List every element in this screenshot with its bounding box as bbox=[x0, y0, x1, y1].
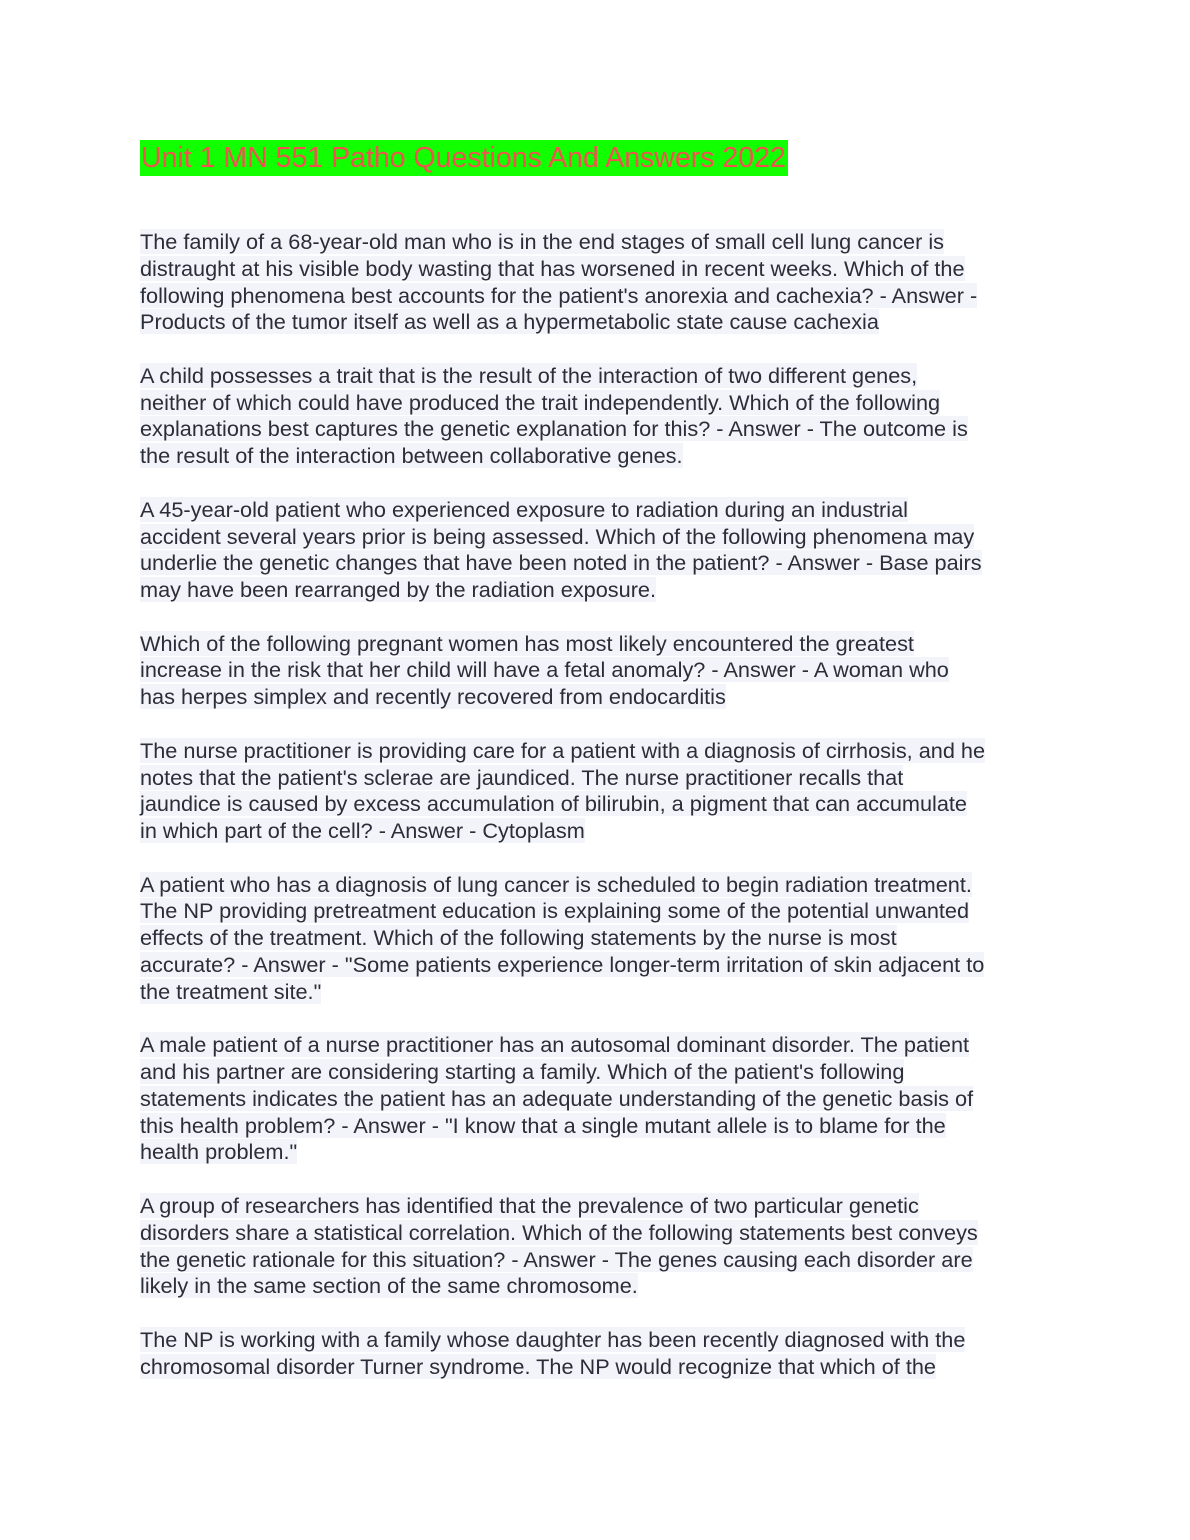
qa-line: notes that the patient's sclerae are jaundiced. The nurse practitioner recalls that bbox=[140, 764, 904, 790]
qa-item bbox=[140, 363, 1060, 470]
qa-list bbox=[140, 229, 1060, 1407]
qa-line: A patient who has a diagnosis of lung cancer is scheduled to begin radiation treatment. bbox=[140, 871, 972, 897]
qa-line: may have been rearranged by the radiation exposure. bbox=[140, 577, 657, 603]
qa-item bbox=[140, 1032, 1060, 1166]
qa-item bbox=[140, 738, 1060, 845]
qa-line: The NP is working with a family whose daughter has been recently diagnosed with the bbox=[140, 1326, 966, 1352]
qa-line: likely in the same section of the same chromosome. bbox=[140, 1273, 638, 1299]
qa-item bbox=[140, 872, 1060, 1006]
qa-line: A 45-year-old patient who experienced exposure to radiation during an industrial bbox=[140, 496, 908, 522]
qa-line: chromosomal disorder Turner syndrome. The NP would recognize that which of the bbox=[140, 1353, 936, 1379]
qa-line: neither of which could have produced the trait independently. Which of the following bbox=[140, 389, 941, 415]
qa-line: accurate? - Answer - "Some patients experience longer-term irritation of skin adjacent to bbox=[140, 951, 985, 977]
qa-line: disorders share a statistical correlation. Which of the following statements best conveys bbox=[140, 1219, 978, 1245]
qa-item bbox=[140, 497, 1060, 604]
qa-item bbox=[140, 229, 1060, 336]
qa-line: The family of a 68-year-old man who is in the end stages of small cell lung cancer is bbox=[140, 229, 945, 254]
qa-line: increase in the risk that her child will have a fetal anomaly? - Answer - A woman who bbox=[140, 657, 949, 683]
qa-line: accident several years prior is being assessed. Which of the following phenomena may bbox=[140, 523, 975, 549]
qa-line: explanations best captures the genetic explanation for this? - Answer - The outcome is bbox=[140, 416, 968, 442]
qa-line: Products of the tumor itself as well as a hypermetabolic state cause cachexia bbox=[140, 309, 879, 335]
qa-line: The NP providing pretreatment education is explaining some of the potential unwanted bbox=[140, 898, 970, 924]
qa-line: distraught at his visible body wasting that has worsened in recent weeks. Which of the bbox=[140, 255, 965, 281]
qa-line: A group of researchers has identified that the prevalence of two particular genetic bbox=[140, 1192, 919, 1218]
document-title: Unit 1 MN 551 Patho Questions And Answers 2022 bbox=[141, 142, 786, 174]
qa-line: in which part of the cell? - Answer - Cytoplasm bbox=[140, 818, 585, 844]
qa-line: following phenomena best accounts for the patient's anorexia and cachexia? - Answer - bbox=[140, 282, 978, 308]
qa-line: the result of the interaction between collaborative genes. bbox=[140, 443, 683, 469]
qa-item bbox=[140, 1193, 1060, 1300]
qa-line: underlie the genetic changes that have been noted in the patient? - Answer - Base pairs bbox=[140, 550, 982, 576]
qa-line: and his partner are considering starting a family. Which of the patient's following bbox=[140, 1059, 905, 1085]
qa-line: the treatment site." bbox=[140, 978, 322, 1004]
qa-item bbox=[140, 631, 1060, 711]
qa-item bbox=[140, 1327, 1060, 1381]
qa-line: The nurse practitioner is providing care for a patient with a diagnosis of cirrhosis, and he bbox=[140, 737, 986, 763]
qa-line: jaundice is caused by excess accumulation of bilirubin, a pigment that can accumulate bbox=[140, 791, 967, 817]
qa-line: the genetic rationale for this situation? - Answer - The genes causing each disorder are bbox=[140, 1246, 973, 1272]
qa-line: A child possesses a trait that is the result of the interaction of two different genes, bbox=[140, 362, 918, 388]
qa-line: A male patient of a nurse practitioner has an autosomal dominant disorder. The patient bbox=[140, 1032, 970, 1058]
qa-line: statements indicates the patient has an adequate understanding of the genetic basis of bbox=[140, 1085, 974, 1111]
qa-line: effects of the treatment. Which of the following statements by the nurse is most bbox=[140, 925, 897, 951]
qa-line: health problem." bbox=[140, 1139, 298, 1165]
qa-line: Which of the following pregnant women has most likely encountered the greatest bbox=[140, 630, 914, 656]
qa-line: this health problem? - Answer - "I know that a single mutant allele is to blame for the bbox=[140, 1112, 946, 1138]
qa-line: has herpes simplex and recently recovered from endocarditis bbox=[140, 684, 726, 710]
